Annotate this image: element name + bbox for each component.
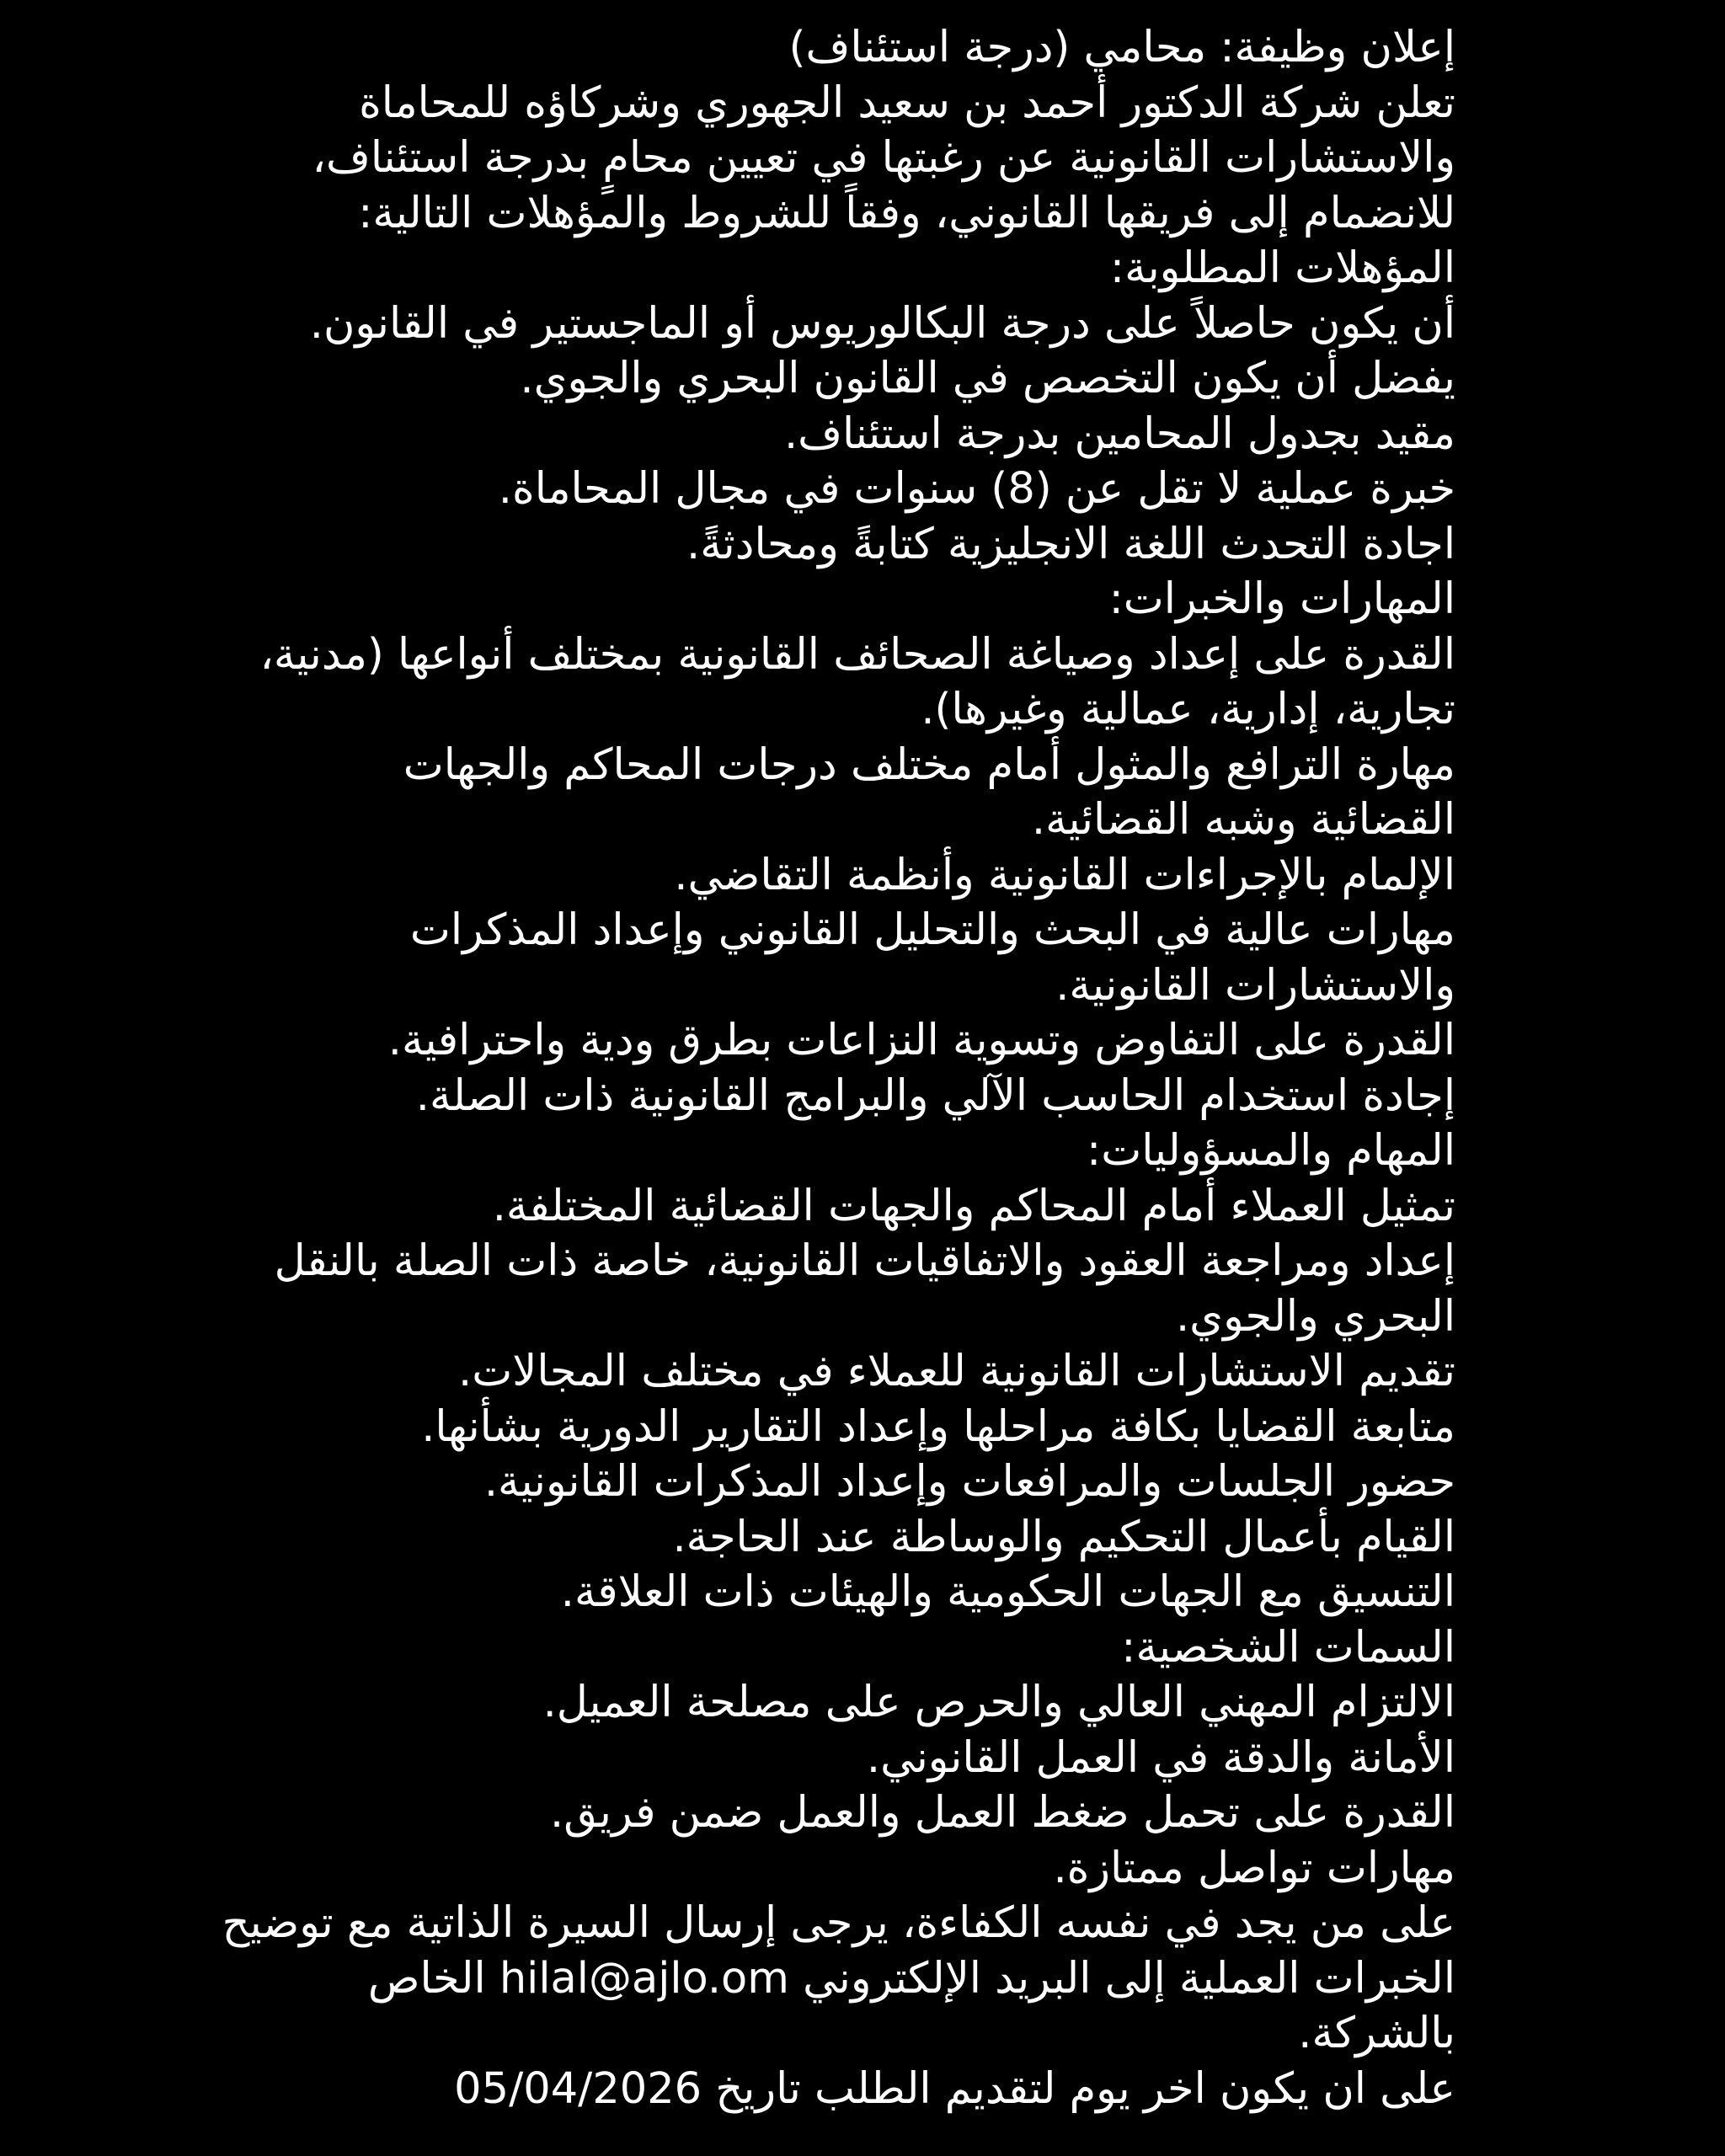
trait-item: الأمانة والدقة في العمل القانوني. — [866, 1732, 1455, 1783]
intro-line: للانضمام إلى فريقها القانوني، وفقاً للشروط والمؤهلات التالية: — [358, 188, 1455, 238]
section-heading-responsibilities: المهام والمسؤوليات: — [1087, 1126, 1455, 1176]
application-instructions: الخبرات العملية إلى البريد الإلكتروني hilal@ajlo.om الخاص — [367, 1953, 1455, 2004]
qualification-item: اجادة التحدث اللغة الانجليزية كتابةً ومحادثةً. — [686, 519, 1455, 569]
skill-item: مهارات عالية في البحث والتحليل القانوني وإعداد المذكرات — [409, 905, 1455, 955]
application-instructions: بالشركة. — [1298, 2009, 1455, 2058]
trait-item: مهارات تواصل ممتازة. — [1053, 1843, 1455, 1893]
trait-item: القدرة على تحمل ضغط العمل والعمل ضمن فريق. — [549, 1788, 1455, 1838]
section-heading-skills: المهارات والخبرات: — [1108, 574, 1455, 624]
skill-item: تجارية، إدارية، عمالية وغيرها). — [921, 685, 1455, 734]
qualification-item: يفضل أن يكون التخصص في القانون البحري والجوي. — [520, 354, 1455, 403]
skill-item: الإلمام بالإجراءات القانونية وأنظمة التقاضي. — [674, 850, 1455, 900]
qualification-item: أن يكون حاصلاً على درجة البكالوريوس أو الماجستير في القانون. — [309, 298, 1455, 349]
skill-item: القدرة على إعداد وصياغة الصحائف القانونية بمختلف أنواعها (مدنية، — [259, 629, 1455, 680]
responsibility-item: إعداد ومراجعة العقود والاتفاقيات القانونية، خاصة ذات الصلة بالنقل — [274, 1236, 1455, 1286]
qualification-item: مقيد بجدول المحامين بدرجة استئناف. — [783, 408, 1455, 459]
responsibility-item: القيام بأعمال التحكيم والوساطة عند الحاجة. — [672, 1512, 1455, 1562]
skill-item: مهارة الترافع والمثول أمام مختلف درجات المحاكم والجهات — [403, 739, 1455, 790]
section-heading-traits: السمات الشخصية: — [1121, 1622, 1455, 1673]
skill-item: القضائية وشبه القضائية. — [1031, 795, 1455, 845]
announcement-title: إعلان وظيفة: محامي (درجة استئناف) — [788, 23, 1455, 72]
application-deadline: على ان يكون اخر يوم لتقديم الطلب تاريخ 05/04/2026 — [454, 2063, 1455, 2114]
responsibility-item: متابعة القضايا بكافة مراحلها وإعداد التقارير الدورية بشأنها. — [421, 1401, 1455, 1452]
responsibility-item: تقديم الاستشارات القانونية للعملاء في مختلف المجالات. — [458, 1347, 1455, 1396]
responsibility-item: حضور الجلسات والمرافعات وإعداد المذكرات القانونية. — [483, 1457, 1455, 1507]
intro-line: تعلن شركة الدكتور أحمد بن سعيد الجهوري وشركاؤه للمحاماة — [359, 77, 1455, 128]
trait-item: الالتزام المهني العالي والحرص على مصلحة العميل. — [542, 1678, 1455, 1727]
section-heading-qualifications: المؤهلات المطلوبة: — [1109, 243, 1455, 293]
intro-line: والاستشارات القانونية عن رغبتها في تعيين محامٍ بدرجة استئناف، — [312, 133, 1455, 183]
responsibility-item: البحري والجوي. — [1175, 1291, 1455, 1342]
qualification-item: خبرة عملية لا تقل عن (8) سنوات في مجال المحاماة. — [498, 464, 1455, 514]
skill-item: القدرة على التفاوض وتسوية النزاعات بطرق ودية واحترافية. — [387, 1016, 1455, 1065]
responsibility-item: تمثيل العملاء أمام المحاكم والجهات القضائية المختلفة. — [492, 1181, 1455, 1231]
responsibility-item: التنسيق مع الجهات الحكومية والهيئات ذات العلاقة. — [560, 1567, 1455, 1617]
job-announcement-document — [222, 20, 1455, 2116]
skill-item: إجادة استخدام الحاسب الآلي والبرامج القانونية ذات الصلة. — [415, 1070, 1455, 1121]
skill-item: والاستشارات القانونية. — [1055, 960, 1455, 1011]
application-instructions: على من يجد في نفسه الكفاءة، يرجى إرسال السيرة الذاتية مع توضيح — [222, 1898, 1455, 1948]
